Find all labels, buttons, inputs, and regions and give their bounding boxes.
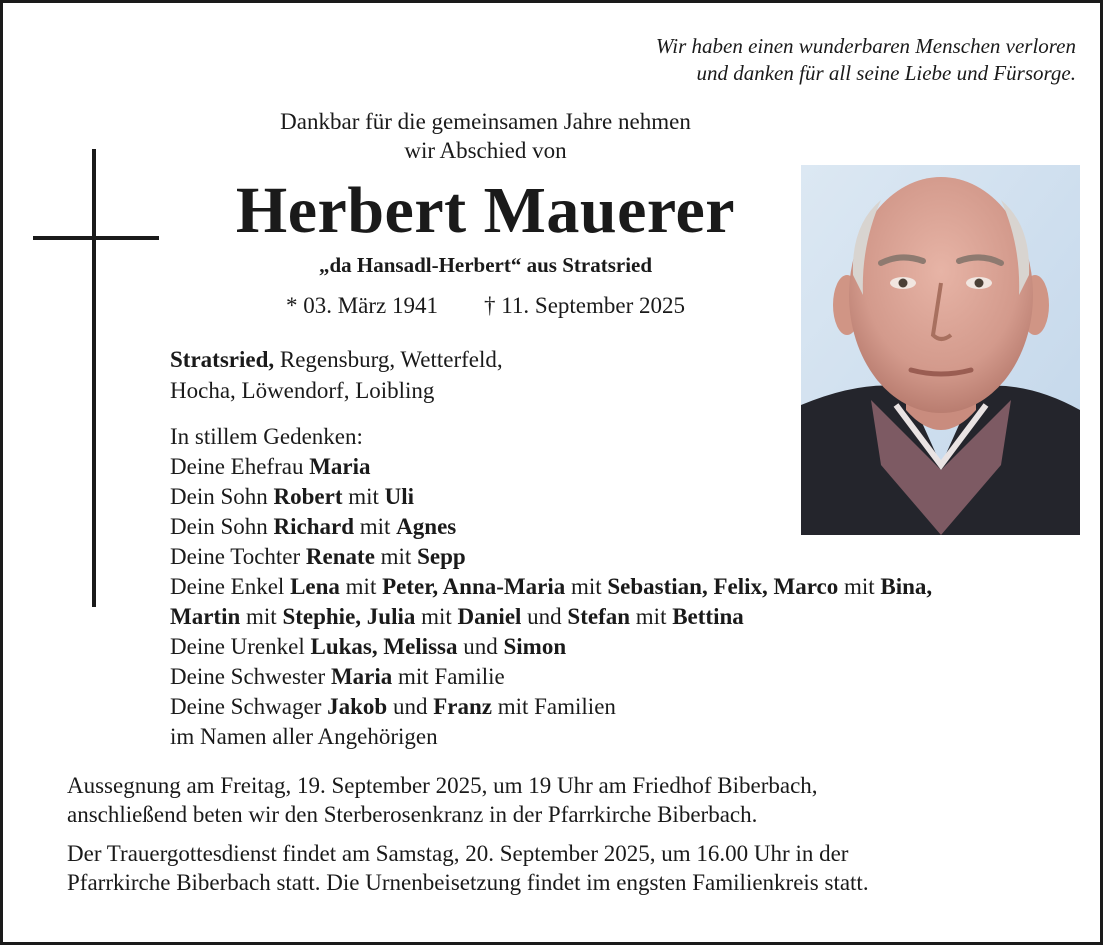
mourner-name: Robert: [273, 484, 343, 509]
funeral-line-1: Der Trauergottesdienst findet am Samstag, 20. September 2025, um 16.00 Uhr in der: [67, 841, 849, 866]
mourner-line: [170, 542, 932, 572]
mourner-line: [170, 662, 932, 692]
places-line-1: [170, 344, 503, 375]
mourner-text: mit: [415, 604, 458, 629]
mourner-name: Uli: [384, 484, 415, 509]
deceased-name: Herbert Mauerer: [235, 174, 736, 247]
mourner-name: Bina,: [880, 574, 933, 599]
mourner-text: mit: [565, 574, 608, 599]
places-rest: Regensburg, Wetterfeld,: [274, 347, 503, 372]
blessing-note: [67, 771, 1077, 829]
mourner-text: Deine Urenkel: [170, 634, 311, 659]
portrait-image: [801, 165, 1080, 535]
mourner-text: Dein Sohn: [170, 514, 274, 539]
mourner-name: Maria: [309, 454, 371, 479]
mourner-text: Dein Sohn: [170, 484, 274, 509]
mourner-name: Lena: [290, 574, 340, 599]
quote-line-1: Wir haben einen wunderbaren Menschen verloren: [655, 34, 1076, 58]
mourner-line: [170, 632, 932, 662]
mourner-text: Deine Enkel: [170, 574, 291, 599]
blessing-line-1: Aussegnung am Freitag, 19. September 2025, um 19 Uhr am Friedhof Biberbach,: [67, 773, 818, 798]
service-notes: [67, 771, 1077, 907]
life-dates: [183, 291, 788, 321]
cross-icon-bar: [33, 236, 159, 240]
mourner-name: Sebastian, Felix, Marco: [607, 574, 839, 599]
mourner-text: mit Familien: [491, 694, 616, 719]
mourner-name: Stephie, Julia: [282, 604, 416, 629]
mourner-line: [170, 722, 932, 752]
cross-icon: [92, 149, 96, 607]
mourner-text: Deine Ehefrau: [170, 454, 310, 479]
funeral-note: [67, 839, 1077, 897]
mourner-text: mit: [342, 484, 385, 509]
memorial-quote: [656, 33, 1076, 87]
funeral-line-2: Pfarrkirche Biberbach statt. Die Urnenbeisetzung findet im engsten Familienkreis statt.: [67, 870, 869, 895]
mourner-name: Maria: [330, 664, 393, 689]
mourner-name: Peter, Anna-Maria: [382, 574, 566, 599]
mourner-text: Deine Tochter: [170, 544, 306, 569]
mourner-line: [170, 602, 932, 632]
mourner-text: mit: [354, 514, 397, 539]
places-bold: Stratsried,: [170, 347, 275, 372]
mourner-name: Franz: [433, 694, 492, 719]
mourner-text: Deine Schwager: [170, 694, 328, 719]
mourner-name: Daniel: [457, 604, 522, 629]
mourner-name: Sepp: [417, 544, 466, 569]
blessing-line-2: anschließend beten wir den Sterberosenkranz in der Pfarrkirche Biberbach.: [67, 802, 758, 827]
mourner-name: Jakob: [327, 694, 388, 719]
mourner-name: Bettina: [672, 604, 744, 629]
mourners-heading: In stillem Gedenken:: [170, 424, 363, 449]
mourner-text: mit Familie: [392, 664, 505, 689]
mourner-line: [170, 572, 932, 602]
mourner-name: Richard: [273, 514, 354, 539]
birth-date: * 03. März 1941: [285, 293, 438, 318]
mourner-name: Martin: [170, 604, 241, 629]
places-list: [170, 344, 503, 406]
mourner-text: im Namen aller Angehörigen: [170, 724, 438, 749]
places-line-2: Hocha, Löwendorf, Loibling: [170, 378, 435, 403]
intro-line-2: wir Abschied von: [404, 138, 567, 163]
mourner-line: [170, 692, 932, 722]
mourner-text: mit: [374, 544, 418, 569]
mourner-text: mit: [838, 574, 881, 599]
mourner-text: mit: [240, 604, 283, 629]
mourner-name: Renate: [305, 544, 375, 569]
mourner-name: Lukas, Melissa: [310, 634, 458, 659]
death-date: † 11. September 2025: [484, 293, 686, 318]
mourner-text: und: [521, 604, 568, 629]
intro-text: [183, 107, 788, 165]
intro-line-1: Dankbar für die gemeinsamen Jahre nehmen: [280, 109, 691, 134]
mourner-name: Agnes: [396, 514, 457, 539]
mourner-text: und: [387, 694, 434, 719]
mourner-text: mit: [630, 604, 673, 629]
mourner-text: mit: [339, 574, 383, 599]
deceased-nickname: „da Hansadl-Herbert“ aus Stratsried: [318, 253, 653, 277]
mourner-text: und: [457, 634, 504, 659]
portrait-photo: [801, 165, 1080, 535]
mourner-name: Stefan: [567, 604, 631, 629]
quote-line-2: und danken für all seine Liebe und Fürsorge.: [696, 61, 1076, 85]
mourner-text: Deine Schwester: [170, 664, 331, 689]
mourner-name: Simon: [503, 634, 567, 659]
